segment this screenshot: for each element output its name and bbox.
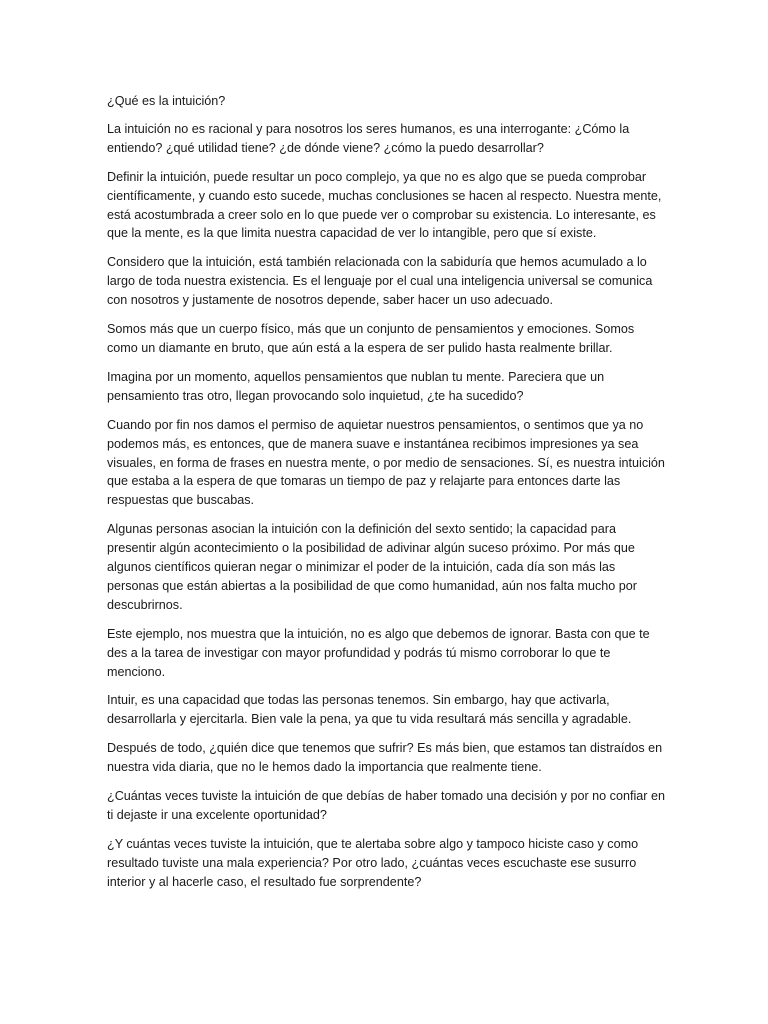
paragraph-10: Después de todo, ¿quién dice que tenemos que sufrir? Es más bien, que estamos tan distraídos en nuestra vida diaria, que no le hemos dado la importancia que realmente tiene. — [107, 741, 663, 775]
paragraph-7: Algunas personas asocian la intuición con la definición del sexto sentido; la capacidad para presentir algún acontecimiento o la posibilidad de adivinar algún suceso próximo. Por más que algunos científicos quieran negar o minimizar el poder de la intuición, cada día son más las personas que están abiertas a la posibilidad de que como humanidad, aún nos falta mucho por descubrirnos. — [107, 522, 637, 612]
paragraph-8: Este ejemplo, nos muestra que la intuición, no es algo que debemos de ignorar. Basta con que te des a la tarea de investigar con mayor profundidad y podrás tú mismo corroborar lo que te menciono. — [107, 626, 650, 679]
paragraph-9: Intuir, es una capacidad que todas las personas tenemos. Sin embargo, hay que activarla, desarrollarla y ejercitarla. Bien vale la pena, ya que tu vida resultará más sencilla y agradable. — [107, 693, 632, 727]
document-title: ¿Qué es la intuición? — [107, 94, 226, 108]
paragraph-5: Imagina por un momento, aquellos pensamientos que nublan tu mente. Pareciera que un pensamiento tras otro, llegan provocando solo inquietud, ¿te ha sucedido? — [107, 369, 605, 403]
paragraph-2: Definir la intuición, puede resultar un poco complejo, ya que no es algo que se pueda comprobar científicamente, y cuando esto sucede, muchas conclusiones se hacen al respecto. Nuestra mente, está acostumbrada a creer solo en lo que puede ver o comprobar su existencia. Lo interesante, es que la mente, es la que limita nuestra capacidad de ver lo intangible, pero que sí existe. — [107, 169, 662, 241]
paragraph-12: ¿Y cuántas veces tuviste la intuición, que te alertaba sobre algo y tampoco hiciste caso y como resultado tuviste una mala experiencia? Por otro lado, ¿cuántas veces escuchaste ese susurro interior y al hacerle caso, el resultado fue sorprendente? — [107, 836, 639, 889]
paragraph-4: Somos más que un cuerpo físico, más que un conjunto de pensamientos y emociones. Somos como un diamante en bruto, que aún está a la espera de ser pulido hasta realmente brillar. — [107, 322, 635, 355]
paragraph-3: Considero que la intuición, está también relacionada con la sabiduría que hemos acumulado a lo largo de toda nuestra existencia. Es el lenguaje por el cual una inteligencia universal se comunica con nosotros y justamente de nosotros depende, saber hacer un uso adecuado. — [107, 255, 653, 308]
paragraph-6: Cuando por fin nos damos el permiso de aquietar nuestros pensamientos, o sentimos que ya no podemos más, es entonces, que de manera suave e instantánea recibimos impresiones ya sea visuales, en forma de frases en nuestra mente, o por medio de sensaciones. Sí, es nuestra intuición que estaba a la espera de que tomaras un tiempo de paz y relajarte para entonces darte las respuestas que buscabas. — [107, 417, 665, 508]
paragraph-1: La intuición no es racional y para nosotros los seres humanos, es una interrogante: ¿Cómo la entiendo? ¿qué utilidad tiene? ¿de dónde viene? ¿cómo la puedo desarrollar? — [107, 121, 630, 155]
document-page — [107, 92, 667, 902]
paragraph-11: ¿Cuántas veces tuviste la intuición de que debías de haber tomado una decisión y por no confiar en ti dejaste ir una excelente oportunidad? — [107, 789, 665, 822]
